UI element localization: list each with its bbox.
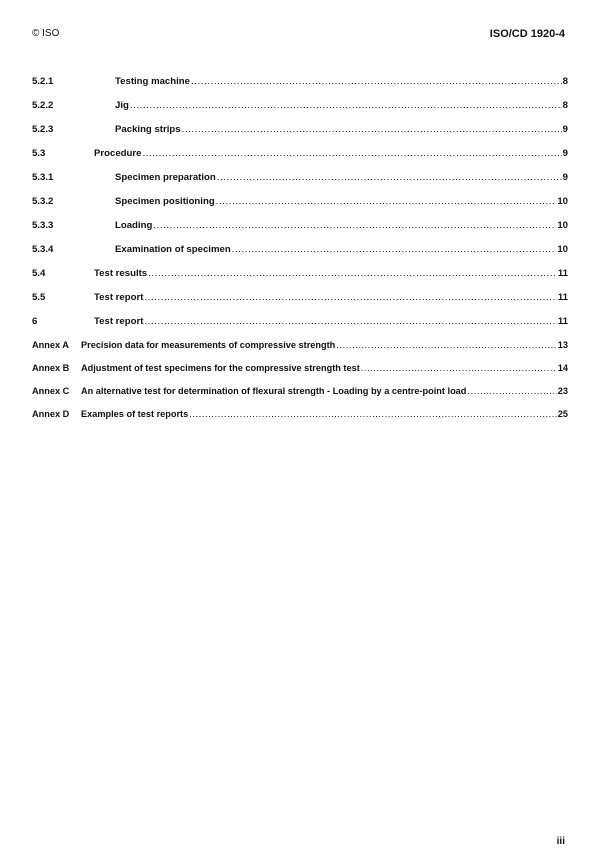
toc-entry-page: 9 — [562, 172, 568, 183]
toc-dot-leader — [217, 172, 562, 183]
toc-entry[interactable] — [32, 76, 568, 100]
toc-dot-leader — [142, 148, 561, 159]
toc-entry[interactable] — [32, 148, 568, 172]
toc-entry-title: Jig — [115, 100, 129, 111]
toc-entry-title: Examples of test reports — [81, 409, 189, 419]
toc-entry-number: 5.5 — [32, 292, 46, 303]
toc-entry-number: Annex D — [32, 409, 70, 419]
toc-entry-page: 14 — [557, 363, 568, 373]
toc-entry-number: Annex B — [32, 363, 70, 373]
toc-entry[interactable] — [32, 172, 568, 196]
toc-entry[interactable] — [32, 409, 568, 432]
toc-entry[interactable] — [32, 244, 568, 268]
toc-dot-leader — [216, 196, 557, 207]
toc-entry-title: Test report — [94, 316, 144, 327]
toc-dot-leader — [336, 340, 556, 350]
toc-entry-number: 5.3.4 — [32, 244, 54, 255]
toc-entry[interactable] — [32, 100, 568, 124]
toc-entry-page: 11 — [557, 268, 568, 279]
toc-entry-page: 23 — [557, 386, 568, 396]
toc-dot-leader — [144, 292, 556, 303]
toc-entry[interactable] — [32, 363, 568, 386]
toc-dot-leader — [182, 124, 562, 135]
toc-dot-leader — [153, 220, 556, 231]
toc-entry-page: 10 — [557, 244, 568, 255]
toc-entry-page: 11 — [557, 292, 568, 303]
toc-entry[interactable] — [32, 220, 568, 244]
toc-entry-number: 5.4 — [32, 268, 46, 279]
toc-entry-page: 9 — [562, 124, 568, 135]
toc-dot-leader — [189, 409, 557, 419]
toc-entry-title: Specimen positioning — [115, 196, 215, 207]
page-number: iii — [556, 836, 565, 847]
toc-entry-number: 5.3 — [32, 148, 46, 159]
toc-entry-number: 6 — [32, 316, 38, 327]
toc-dot-leader — [144, 316, 556, 327]
toc-entry[interactable] — [32, 386, 568, 409]
toc-entry-page: 11 — [557, 316, 568, 327]
toc-dot-leader — [191, 76, 562, 87]
toc-entry-title: An alternative test for determination of flexural strength - Loading by a centre-point load — [81, 386, 467, 396]
toc-entry-page: 10 — [557, 220, 568, 231]
toc-entry-title: Examination of specimen — [115, 244, 231, 255]
toc-entry-page: 25 — [557, 409, 568, 419]
toc-entry-number: 5.3.3 — [32, 220, 54, 231]
header-copyright: © ISO — [32, 28, 60, 39]
toc-entry-title: Precision data for measurements of compressive strength — [81, 340, 336, 350]
toc-entry-number: 5.3.2 — [32, 196, 54, 207]
toc-entry-title: Specimen preparation — [115, 172, 216, 183]
toc-entry-page: 8 — [562, 76, 568, 87]
header-document-id: ISO/CD 1920-4 — [489, 28, 565, 40]
toc-entry-title: Test report — [94, 292, 144, 303]
toc-entry[interactable] — [32, 196, 568, 220]
toc-entry-number: Annex A — [32, 340, 69, 350]
toc-dot-leader — [130, 100, 562, 111]
toc-entry-title: Procedure — [94, 148, 142, 159]
toc-dot-leader — [148, 268, 557, 279]
toc-entry-page: 10 — [557, 196, 568, 207]
toc-entry-number: Annex C — [32, 386, 70, 396]
toc-entry-page: 8 — [562, 100, 568, 111]
toc-entry-number: 5.3.1 — [32, 172, 54, 183]
toc-entry-title: Packing strips — [115, 124, 181, 135]
toc-entry-title: Loading — [115, 220, 153, 231]
toc-entry-title: Testing machine — [115, 76, 190, 87]
toc-entry-number: 5.2.2 — [32, 100, 54, 111]
toc-entry-page: 13 — [557, 340, 568, 350]
toc-dot-leader — [232, 244, 557, 255]
toc-entry-number: 5.2.3 — [32, 124, 54, 135]
toc-dot-leader — [467, 386, 556, 396]
toc-entry[interactable] — [32, 124, 568, 148]
toc-entry[interactable] — [32, 292, 568, 316]
toc-entry[interactable] — [32, 340, 568, 363]
toc-entry[interactable] — [32, 316, 568, 340]
toc-entry-page: 9 — [562, 148, 568, 159]
toc-entry[interactable] — [32, 268, 568, 292]
toc-dot-leader — [361, 363, 557, 373]
toc-entry-title: Test results — [94, 268, 148, 279]
toc-entry-number: 5.2.1 — [32, 76, 54, 87]
table-of-contents — [32, 76, 568, 432]
toc-entry-title: Adjustment of test specimens for the compressive strength test — [81, 363, 360, 373]
